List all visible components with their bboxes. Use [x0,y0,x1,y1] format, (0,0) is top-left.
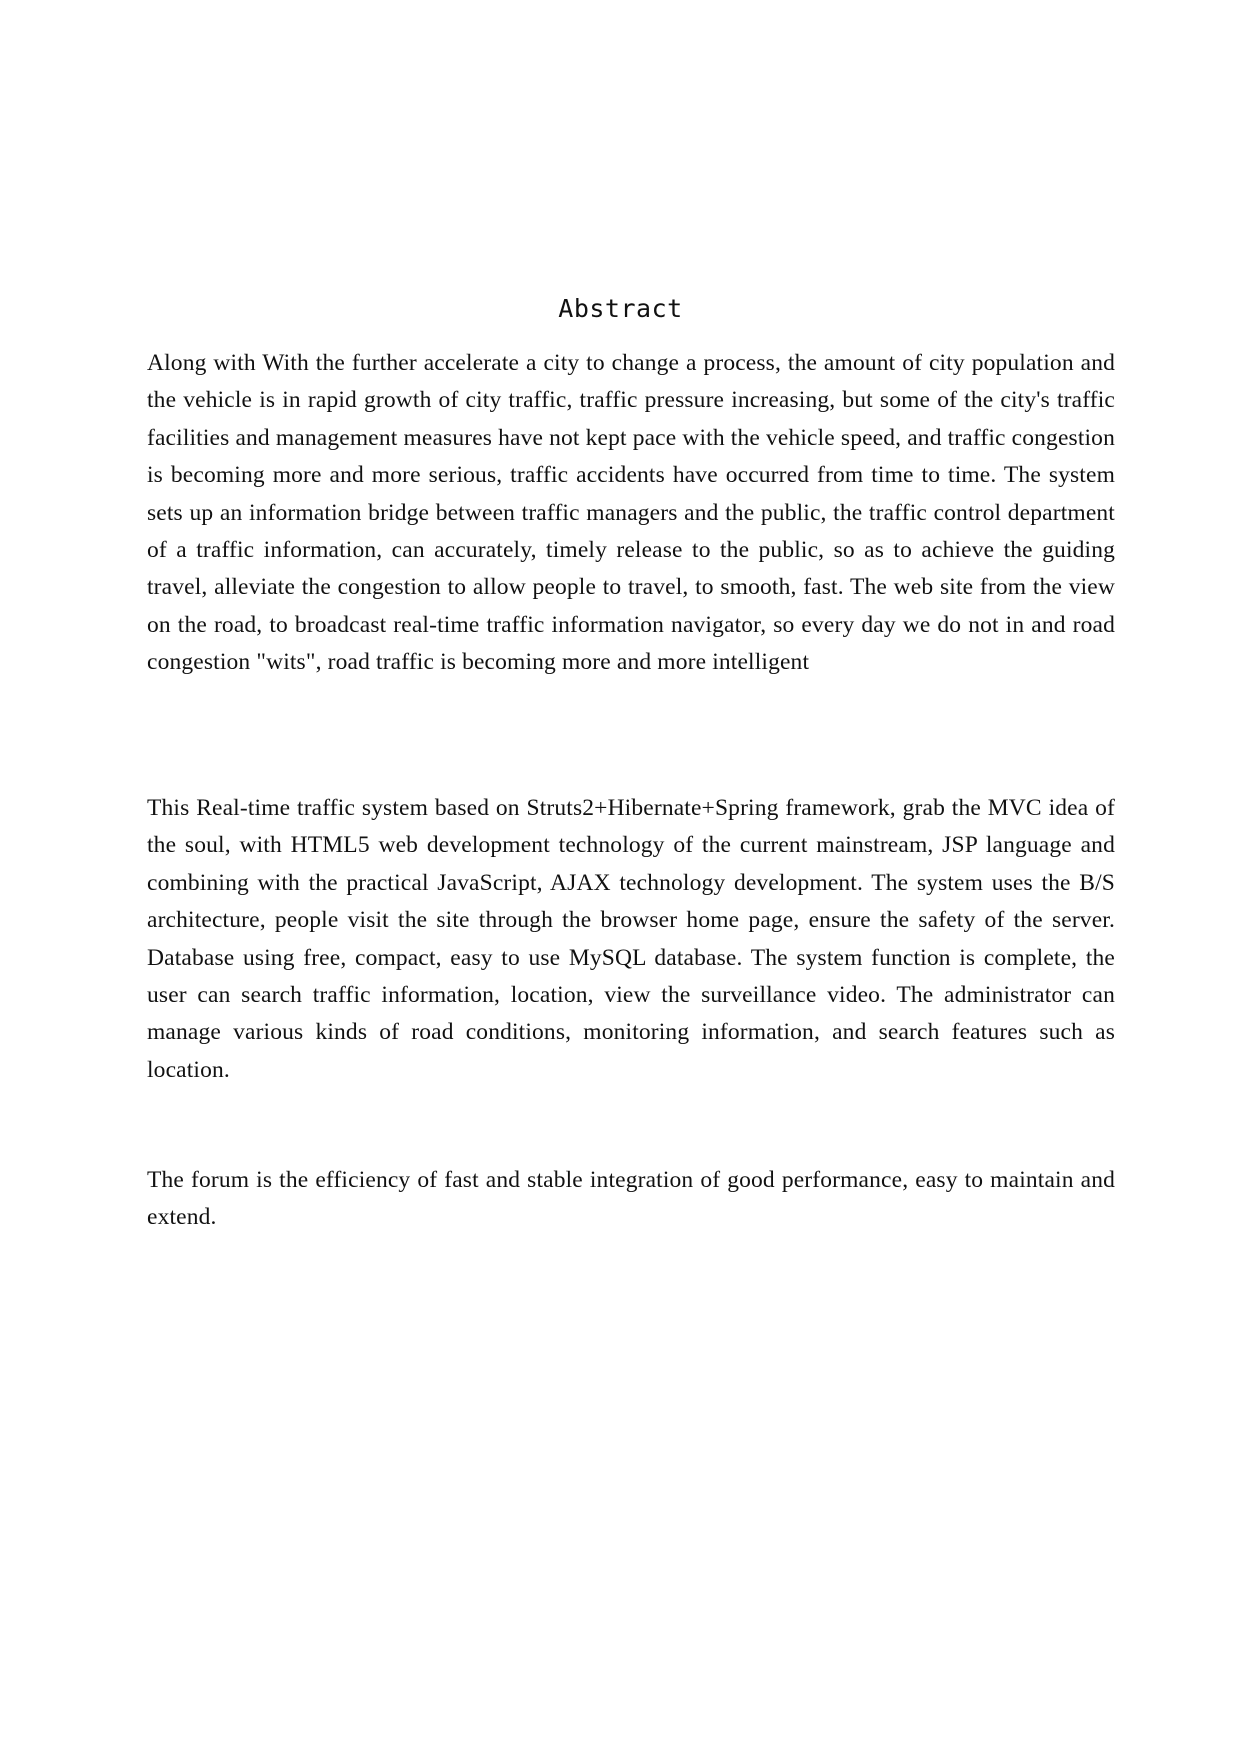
abstract-heading: Abstract [558,294,683,323]
abstract-paragraph-3: The forum is the efficiency of fast and stable integration of good performance, easy to maintain and extend. [147,1167,1115,1231]
abstract-paragraph-2: This Real-time traffic system based on Struts2+Hibernate+Spring framework, grab the MVC idea of the soul, with HTML5 web development technology of the current mainstream, JSP language and combining with the practical JavaScript, AJAX technology development. The system uses the B/S architecture, people visit the site through the browser home page, ensure the safety of the server. Database using free, compact, easy to use MySQL database. The system function is complete, the user can search traffic information, location, view the surveillance video. The administrator can manage various kinds of road conditions, monitoring information, and search features such as location. [147,795,1115,1083]
abstract-paragraph-1: Along with With the further accelerate a city to change a process, the amount of city population and the vehicle is in rapid growth of city traffic, traffic pressure increasing, but some of the city's traffic facilities and management measures have not kept pace with the vehicle speed, and traffic congestion is becoming more and more serious, traffic accidents have occurred from time to time. The system sets up an information bridge between traffic managers and the public, the traffic control department of a traffic information, can accurately, timely release to the public, so as to achieve the guiding travel, alleviate the congestion to allow people to travel, to smooth, fast. The web site from the view on the road, to broadcast real-time traffic information navigator, so every day we do not in and road congestion "wits", road traffic is becoming more and more intelligent [147,350,1115,676]
